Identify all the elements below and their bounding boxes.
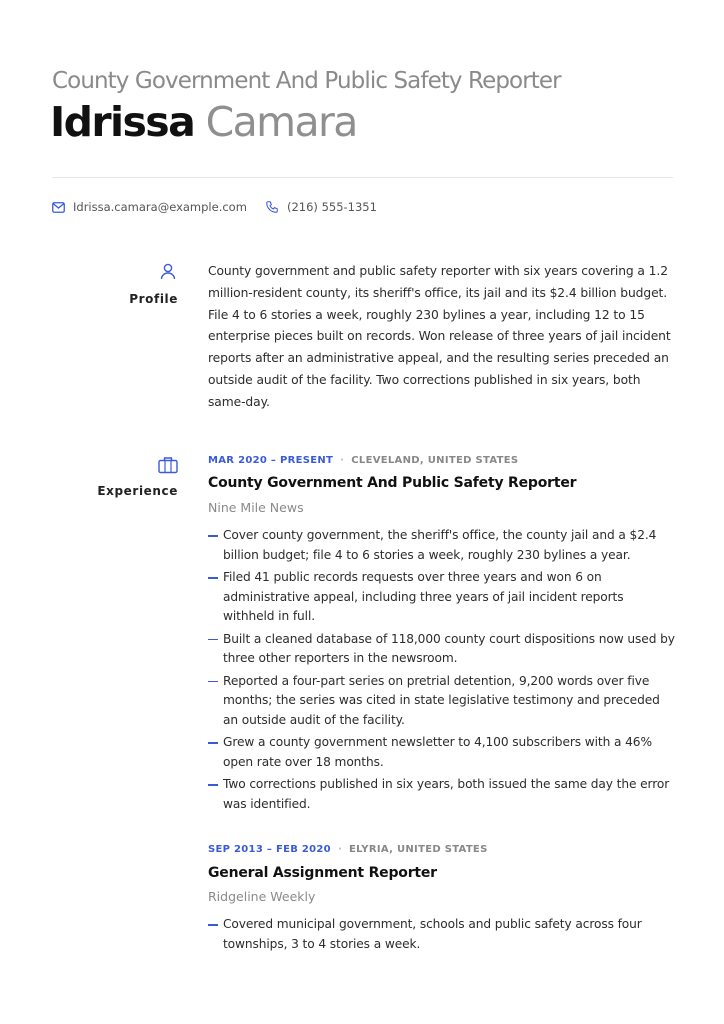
last-name: Camara — [205, 98, 357, 146]
meta-separator: · — [337, 844, 343, 855]
bullet-item: Two corrections published in six years, both issued the same day the error was identified. — [208, 775, 676, 814]
job-company: Nine Mile News — [208, 500, 304, 515]
job-meta — [208, 455, 518, 466]
job-title: General Assignment Reporter — [208, 865, 437, 881]
job-bullets — [208, 915, 676, 954]
contact-phone[interactable] — [265, 200, 377, 214]
bullet-item: Covered municipal government, schools and public safety across four townships, 3 to 4 stories a week. — [208, 915, 676, 954]
user-icon — [159, 262, 177, 280]
header-divider — [52, 177, 673, 178]
first-name: Idrissa — [50, 98, 195, 146]
profile-summary: County government and public safety reporter with six years covering a 1.2 million-resident county, its sheriff's office, its jail and its $2.4 billion budget. File 4 to 6 stories a week, roughly 230 bylines a year, including 12 to 15 enterprise pieces built on records. Won release of three years of jail incident reports after an administrative appeal, and the resulting series preceded an outside audit of the facility. Two corrections published in six years, both same-day. — [208, 264, 671, 409]
job-company: Ridgeline Weekly — [208, 889, 316, 904]
bullet-item: Reported a four-part series on pretrial detention, 9,200 words over five months; the series was cited in state legislative testimony and preceded an outside audit of the facility. — [208, 672, 676, 731]
phone-icon — [265, 200, 279, 214]
briefcase-icon — [158, 456, 178, 474]
job-title: County Government And Public Safety Reporter — [208, 475, 577, 491]
experience-label: Experience — [97, 484, 178, 498]
header-title: County Government And Public Safety Reporter — [52, 68, 561, 94]
job-location: ELYRIA, UNITED STATES — [349, 844, 488, 855]
job-dates: SEP 2013 – FEB 2020 — [208, 844, 331, 855]
job-meta — [208, 844, 488, 855]
bullet-item: Built a cleaned database of 118,000 county court dispositions now used by three other reporters in the newsroom. — [208, 630, 676, 669]
meta-separator: · — [340, 455, 345, 466]
job-location: CLEVELAND, UNITED STATES — [351, 455, 519, 466]
job-bullets — [208, 526, 676, 814]
profile-label: Profile — [129, 292, 178, 306]
phone-text: (216) 555-1351 — [287, 200, 377, 214]
job-dates: MAR 2020 – PRESENT — [208, 455, 334, 466]
bullet-item: Filed 41 public records requests over three years and won 6 on administrative appeal, including three years of jail incident reports withheld in full. — [208, 568, 676, 627]
mail-icon — [52, 202, 65, 213]
email-text: Idrissa.camara@example.com — [73, 200, 247, 214]
bullet-item: Cover county government, the sheriff's office, the county jail and a $2.4 billion budget; file 4 to 6 stories a week, roughly 230 bylines a year. — [208, 526, 676, 565]
bullet-item: Grew a county government newsletter to 4,100 subscribers with a 46% open rate over 18 months. — [208, 733, 676, 772]
contact-email[interactable] — [52, 200, 247, 214]
header-name — [50, 98, 357, 147]
